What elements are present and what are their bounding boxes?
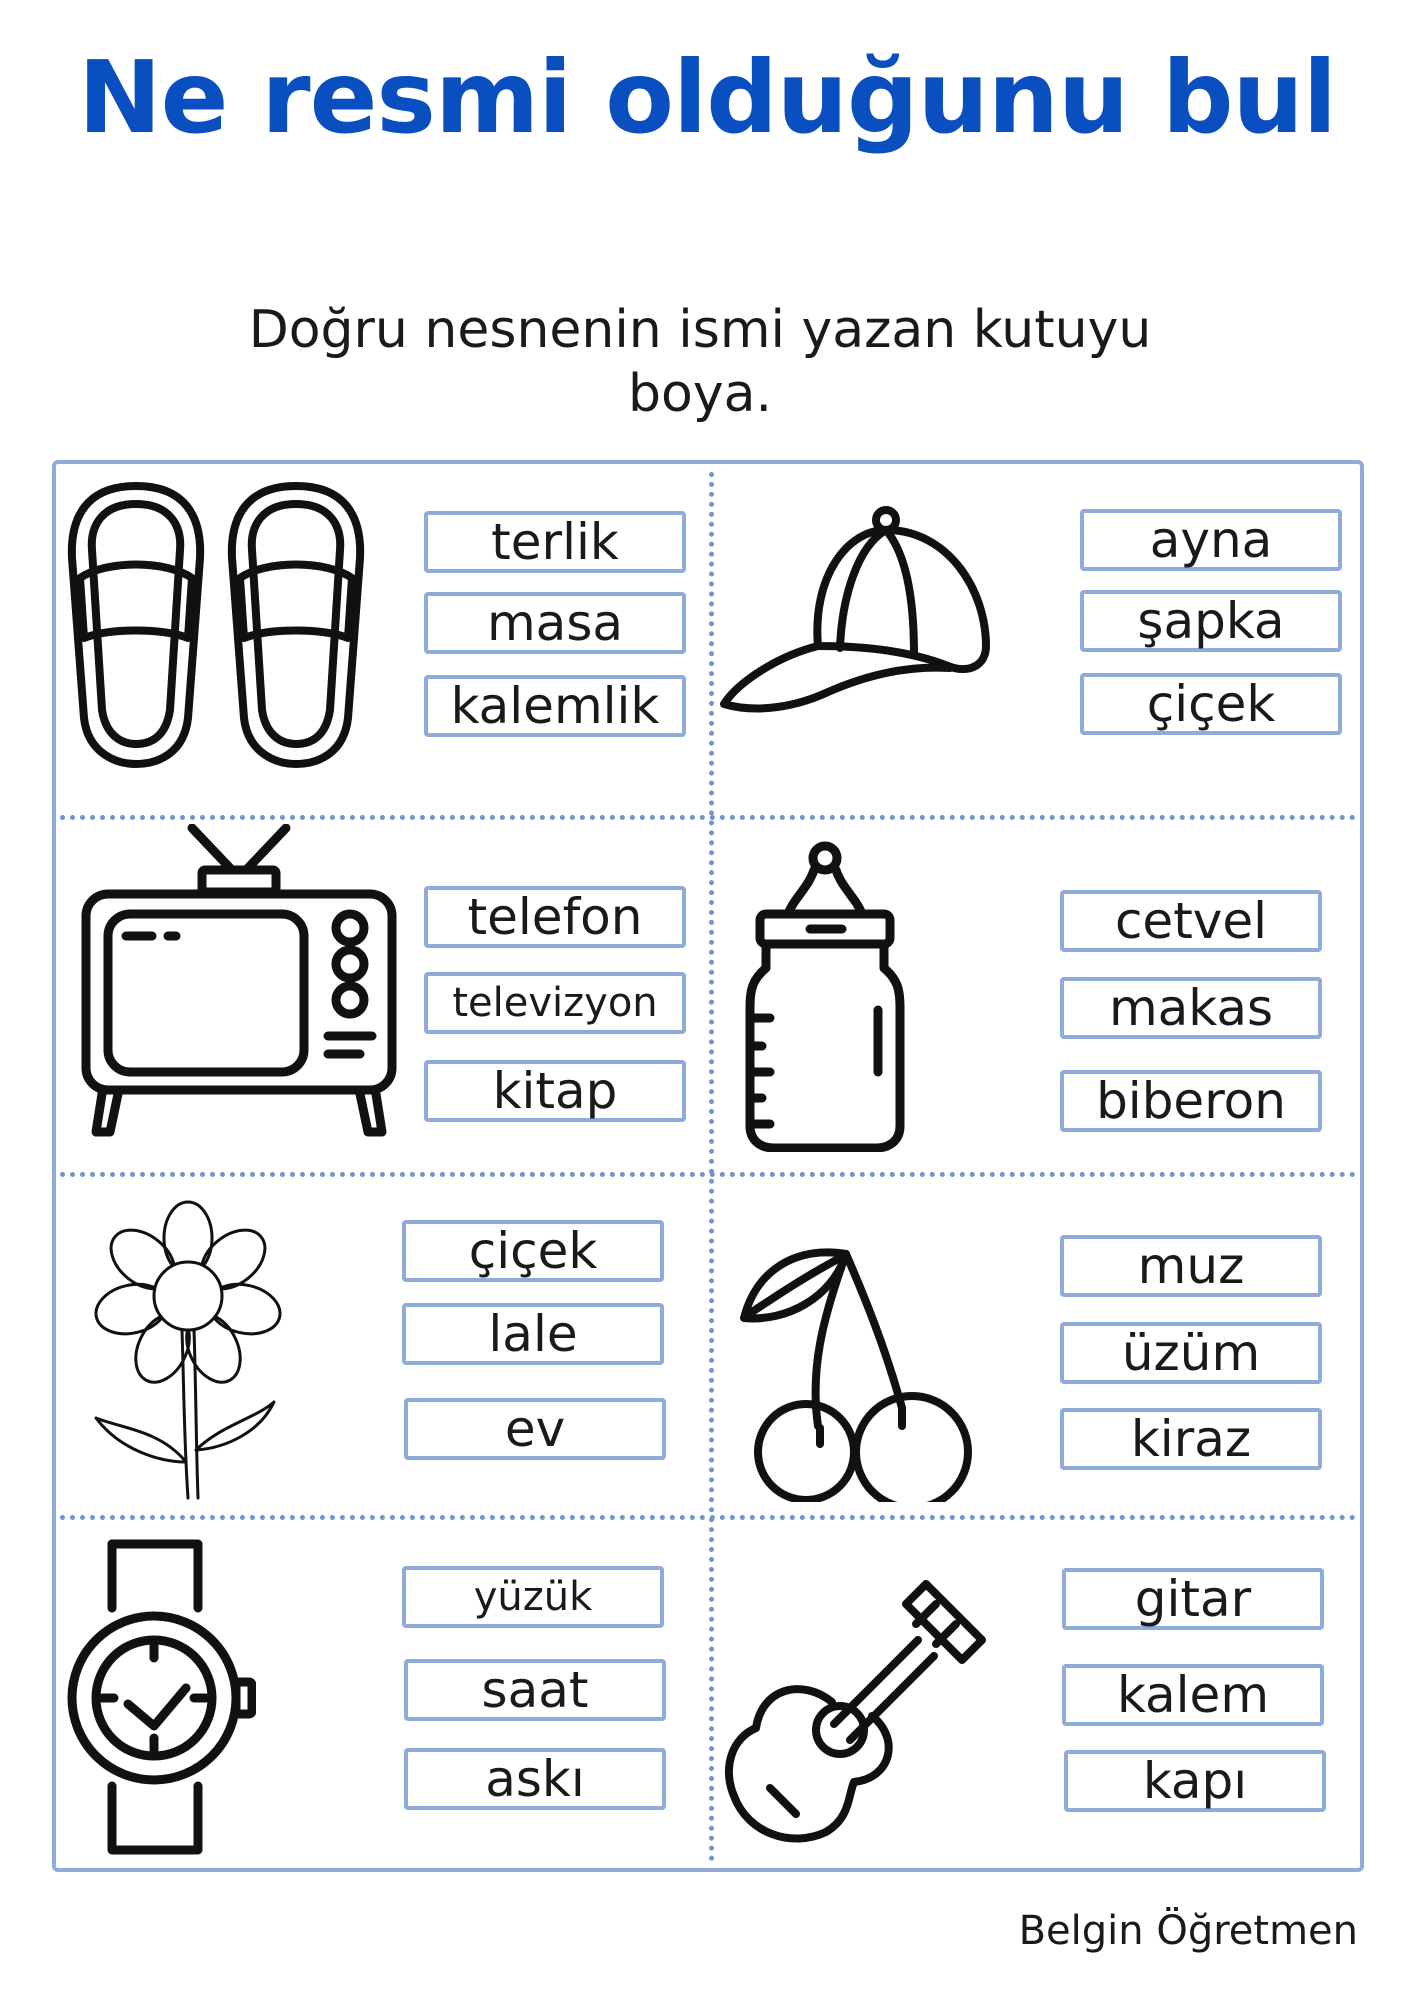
answer-box[interactable]: terlik <box>424 511 686 573</box>
worksheet-title: Ne resmi olduğunu bul <box>77 39 1337 156</box>
answer-box[interactable]: kapı <box>1064 1750 1326 1812</box>
instructions <box>200 298 1200 426</box>
cherry-icon <box>736 1240 976 1502</box>
answer-box[interactable]: telefon <box>424 886 686 948</box>
baby-bottle-icon <box>744 840 906 1152</box>
answer-box[interactable]: masa <box>424 592 686 654</box>
answer-box[interactable]: kitap <box>424 1060 686 1122</box>
instruction-line-2: boya. <box>628 364 772 424</box>
author-signature: Belgin Öğretmen <box>1018 1908 1358 1954</box>
answer-box[interactable]: şapka <box>1080 590 1342 652</box>
instruction-line-1: Doğru nesnenin ismi yazan kutuyu <box>248 300 1152 360</box>
wristwatch-icon <box>64 1538 256 1856</box>
answer-box[interactable]: askı <box>404 1748 666 1810</box>
answer-box[interactable]: televizyon <box>424 972 686 1034</box>
television-icon <box>80 824 398 1138</box>
answer-box[interactable]: makas <box>1060 977 1322 1039</box>
answer-box[interactable]: ayna <box>1080 509 1342 571</box>
answer-box[interactable]: kiraz <box>1060 1408 1322 1470</box>
answer-box[interactable]: üzüm <box>1060 1322 1322 1384</box>
horizontal-divider <box>60 815 1356 820</box>
answer-box[interactable]: kalem <box>1062 1664 1324 1726</box>
answer-box[interactable]: gitar <box>1062 1568 1324 1630</box>
vertical-divider <box>709 472 714 1862</box>
answer-box[interactable]: lale <box>402 1303 664 1365</box>
flower-icon <box>80 1200 296 1502</box>
answer-box[interactable]: çiçek <box>402 1220 664 1282</box>
answer-box[interactable]: yüzük <box>402 1566 664 1628</box>
guitar-icon <box>722 1578 994 1850</box>
answer-box[interactable]: çiçek <box>1080 673 1342 735</box>
slippers-icon <box>66 478 366 768</box>
answer-box[interactable]: biberon <box>1060 1070 1322 1132</box>
horizontal-divider <box>60 1172 1356 1177</box>
cap-icon <box>718 506 990 728</box>
answer-box[interactable]: muz <box>1060 1235 1322 1297</box>
answer-box[interactable]: saat <box>404 1659 666 1721</box>
horizontal-divider <box>60 1515 1356 1520</box>
answer-box[interactable]: ev <box>404 1398 666 1460</box>
answer-box[interactable]: kalemlik <box>424 675 686 737</box>
answer-box[interactable]: cetvel <box>1060 890 1322 952</box>
